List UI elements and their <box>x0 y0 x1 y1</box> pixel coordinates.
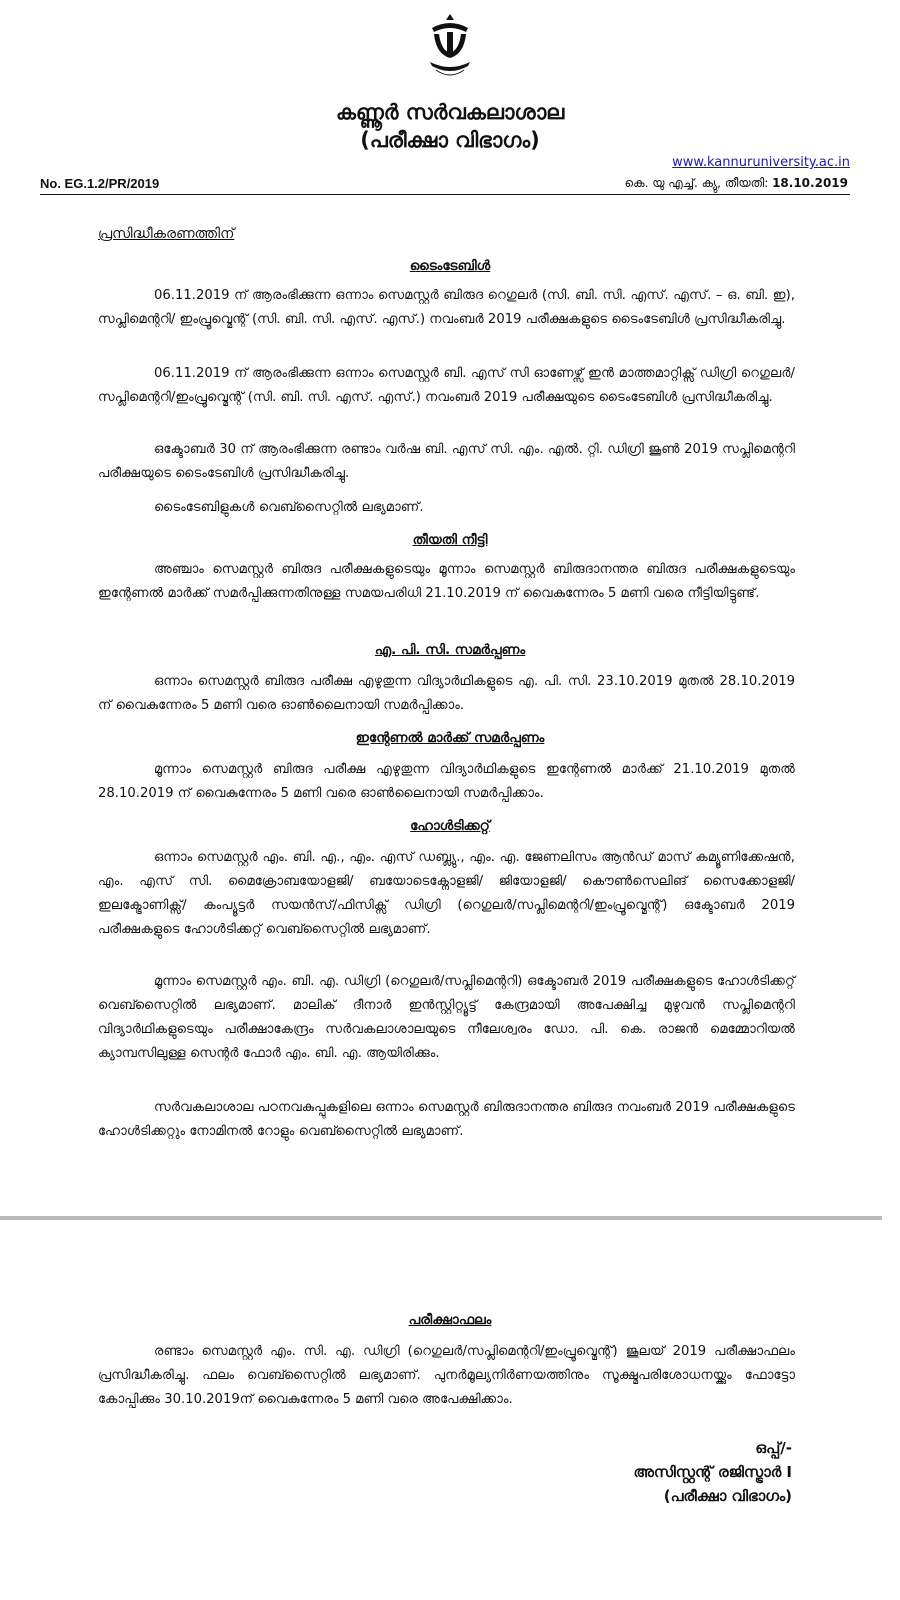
header-rule <box>40 194 850 195</box>
department-name: (പരീക്ഷാ വിഭാഗം) <box>360 128 540 152</box>
university-name: കണ്ണൂർ സർവകലാശാല <box>335 100 565 124</box>
result-heading: പരീക്ഷാഫലം <box>408 1312 492 1328</box>
extension-heading: തീയതി നീട്ടി <box>412 532 488 548</box>
timetable-paragraph-3: ഒക്ടോബർ 30 ന് ആരംഭിക്കുന്ന രണ്ടാം വർഷ ബി. എസ് സി. എം. എൽ. റ്റി. ഡിഗ്രി ജൂൺ 2019 സപ്ലിമെന്ററി പരീക്ഷയുടെ ടൈംടേബിൾ പ്രസിദ്ധീകരിച്ചു. <box>98 442 795 481</box>
hallticket-paragraph-2: മൂന്നാം സെമസ്റ്റർ എം. ബി. എ. ഡിഗ്രി (റെഗുലർ/സപ്ലിമെന്ററി) ഒക്ടോബർ 2019 പരീക്ഷകളുടെ ഹോൾടിക്കറ്റ് വെബ്സൈറ്റിൽ ലഭ്യമാണ്. മാലിക് ദീനാർ ഇൻസ്റ്റിറ്റ്യൂട്ട് കേന്ദ്രമായി അപേക്ഷിച്ച മുഴുവൻ സപ്ലിമെന്ററി വിദ്യാർഥികളുടെയും പരീക്ഷാകേന്ദ്രം സർവകലാശാലയുടെ നീലേശ്വരം ഡോ. പി. കെ. രാജൻ മെമ്മോറിയൽ ക്യാമ്പസിലുള്ള സെന്റർ ഫോർ എം. ബി. എ. ആയിരിക്കും. <box>98 974 795 1061</box>
signatory-department: (പരീക്ഷാ വിഭാഗം) <box>663 1487 792 1505</box>
reference-number: No. EG.1.2/PR/2019 <box>40 176 160 191</box>
reference-date-line <box>625 176 848 191</box>
reference-office: കെ. യു എച്ച്. ക്യു, തീയതി: <box>624 176 769 190</box>
website-link[interactable]: www.kannuruniversity.ac.in <box>672 155 850 170</box>
signature-line: ഒപ്പ്/- <box>755 1439 792 1457</box>
hallticket-paragraph-3: സർവകലാശാല പഠനവകുപ്പുകളിലെ ഒന്നാം സെമസ്റ്റർ ബിരുദാനന്തര ബിരുദ നവംബർ 2019 പരീക്ഷകളുടെ ഹോൾടിക്കറ്റും നോമിനൽ റോളും വെബ്സൈറ്റിൽ ലഭ്യമാണ്. <box>98 1100 795 1139</box>
timetable-paragraph-4: ടൈംടേബിളുകൾ വെബ്സൈറ്റിൽ ലഭ്യമാണ്. <box>154 500 424 515</box>
timetable-paragraph-1: 06.11.2019 ന് ആരംഭിക്കുന്ന ഒന്നാം സെമസ്റ്റർ ബിരുദ റെഗുലർ (സി. ബി. സി. എസ്. എസ്. – ഒ. ബി. ഇ), സപ്ലിമെന്ററി/ ഇംപ്രൂവ്മെന്റ് (സി. ബി. സി. എസ്. എസ്.) നവംബർ 2019 പരീക്ഷകളുടെ ടൈംടേബിൾ പ്രസിദ്ധീകരിച്ചു. <box>98 288 795 327</box>
timetable-heading: ടൈംടേബിൾ <box>409 258 491 274</box>
section-divider <box>0 1216 882 1220</box>
hallticket-paragraph-1: ഒന്നാം സെമസ്റ്റർ എം. ബി. എ., എം. എസ് ഡബ്ല്യു., എം. എ. ജേണലിസം ആൻഡ് മാസ് കമ്യൂണിക്കേഷൻ, എം. എസ് സി. മൈക്രോബയോളജി/ ബയോടെക്നോളജി/ ജിയോളജി/ കൌൺസെലിങ് സൈക്കോളജി/ ഇലക്ട്രോണിക്സ്/ കംപ്യൂട്ടർ സയൻസ്/ഫിസിക്സ് ഡിഗ്രി (റെഗുലർ/സപ്ലിമെന്ററി/ഇംപ്രൂവ്മെന്റ്) ഒക്ടോബർ 2019 പരീക്ഷകളുടെ ഹോൾടിക്കറ്റ് വെബ്സൈറ്റിൽ ലഭ്യമാണ്. <box>98 850 795 937</box>
internal-mark-paragraph: മൂന്നാം സെമസ്റ്റർ ബിരുദ പരീക്ഷ എഴുതുന്ന വിദ്യാർഥികളുടെ ഇന്റേണൽ മാർക്ക് 21.10.2019 മുതൽ 28.10.2019 ന് വൈകുന്നേരം 5 മണി വരെ ഓൺലൈനായി സമർപ്പിക്കാം. <box>98 762 795 801</box>
apc-paragraph: ഒന്നാം സെമസ്റ്റർ ബിരുദ പരീക്ഷ എഴുതുന്ന വിദ്യാർഥികളുടെ എ. പി. സി. 23.10.2019 മുതൽ 28.10.2019 ന് വൈകുന്നേരം 5 മണി വരെ ഓൺലൈനായി സമർപ്പിക്കാം. <box>98 674 795 713</box>
internal-mark-heading: ഇന്റേണൽ മാർക്ക് സമർപ്പണം <box>355 730 545 746</box>
publication-label: പ്രസിദ്ധീകരണത്തിന് <box>98 226 235 242</box>
timetable-paragraph-2: 06.11.2019 ന് ആരംഭിക്കുന്ന ഒന്നാം സെമസ്റ്റർ ബി. എസ് സി ഓണേഴ്സ് ഇൻ മാത്തമാറ്റിക്സ് ഡിഗ്രി റെഗുലർ/സപ്ലിമെന്ററി/ഇംപ്രൂവ്മെന്റ് (സി. ബി. സി. എസ്. എസ്.) നവംബർ 2019 പരീക്ഷയുടെ ടൈംടേബിൾ പ്രസിദ്ധീകരിച്ചു. <box>98 366 795 405</box>
apc-heading: എ. പി. സി. സമർപ്പണം <box>374 642 526 658</box>
extension-paragraph: അഞ്ചാം സെമസ്റ്റർ ബിരുദ പരീക്ഷകളുടെയും മൂന്നാം സെമസ്റ്റർ ബിരുദാനന്തര ബിരുദ പരീക്ഷകളുടെയും ഇന്റേണൽ മാർക്ക് സമർപ്പിക്കുന്നതിനുള്ള സമയപരിധി 21.10.2019 ന് വൈകുന്നേരം 5 മണി വരെ നീട്ടിയിട്ടുണ്ട്. <box>98 562 795 601</box>
university-emblem-icon <box>418 10 482 82</box>
reference-date: 18.10.2019 <box>772 176 848 190</box>
result-paragraph: രണ്ടാം സെമസ്റ്റർ എം. സി. എ. ഡിഗ്രി (റെഗുലർ/സപ്ലിമെന്ററി/ഇംപ്രൂവ്മെന്റ്) ജൂലയ് 2019 പരീക്ഷാഫലം പ്രസിദ്ധീകരിച്ചു. ഫലം വെബ്സൈറ്റിൽ ലഭ്യമാണ്. പുനർമൂല്യനിർണയത്തിനും സൂക്ഷ്മപരിശോധനയ്ക്കും ഫോട്ടോ കോപ്പിക്കും 30.10.2019ന് വൈകുന്നേരം 5 മണി വരെ അപേക്ഷിക്കാം. <box>98 1344 795 1407</box>
signature-block <box>634 1436 792 1508</box>
hallticket-heading: ഹോൾടിക്കറ്റ് <box>410 818 490 834</box>
signatory-title: അസിസ്റ്റന്റ് രജിസ്ട്രാർ I <box>633 1463 792 1481</box>
